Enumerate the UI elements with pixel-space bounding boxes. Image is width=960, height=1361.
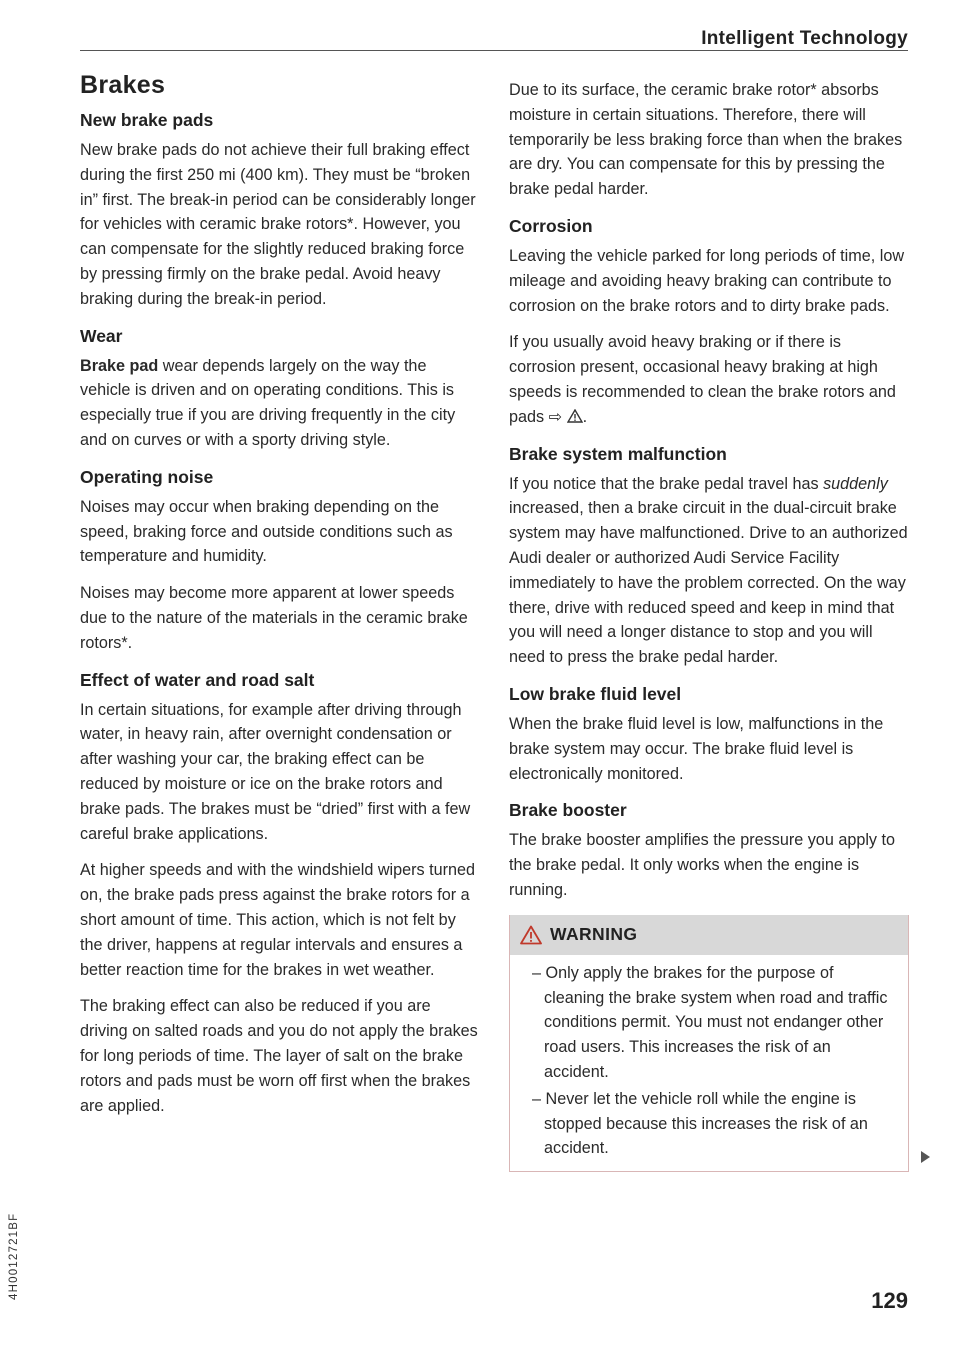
paragraph-malfunction-italic: suddenly [823, 474, 888, 493]
page-number: 129 [871, 1288, 908, 1313]
paragraph-brake-fluid: When the brake fluid level is low, malfunctions in the brake system may occur. The brake fluid level is electronically monitored. [509, 714, 884, 783]
bold-term-brake-pad: Brake pad [80, 356, 159, 375]
heading-wear: Wear [80, 325, 123, 346]
paragraph-ceramic: Due to its surface, the ceramic brake rotor* absorbs moisture in certain situations. Therefore, there will temporarily be less braking force than when the brakes are dry. You can compensate for this by pressing the brake pedal harder. [509, 81, 903, 199]
warning-body [510, 955, 908, 1171]
paragraph-corrosion-1: Leaving the vehicle parked for long periods of time, low mileage and avoiding heavy braking can contribute to corrosion on the brake rotors and to dirty brake pads. [509, 246, 905, 315]
left-column [80, 70, 480, 1130]
paragraph-wear [80, 354, 480, 453]
heading-new-brake-pads: New brake pads [80, 110, 214, 130]
heading-water-salt: Effect of water and road salt [80, 669, 315, 690]
paragraph-malfunction-b: increased, then a brake circuit in the dual-circuit brake system may have malfunctioned. Drive to an authorized Audi dealer or authorized Audi Service Facility immediately to have the problem corrected. On the way there, drive with reduced speed and keep in mind that you will need a longer distance to stop and you will need to press the brake pedal harder. [509, 499, 908, 667]
page-title: Brakes [80, 71, 166, 99]
paragraph-corrosion-2: If you usually avoid heavy braking or if there is corrosion present, occasional heavy braking at high speeds is recommended to clean the brake rotors and pads ⇨ . [509, 333, 896, 426]
section-title: Intelligent Technology [701, 28, 908, 49]
paragraph-new-brake-pads: New brake pads do not achieve their full braking effect during the first 250 mi (400 km). They must be “broken in” first. The break-in period can be considerably longer for vehicles with ceramic brake rotors*. However, you can compensate for the slightly reduced braking force by pressing firmly on the brake pedal. Avoid heavy braking during the break-in period. [80, 141, 476, 308]
heading-brake-fluid: Low brake fluid level [509, 683, 682, 704]
document-code: 4H0012721BF [8, 1212, 20, 1300]
warning-item: – Never let the vehicle roll while the engine is stopped because this increases the risk of an accident. [520, 1087, 898, 1161]
paragraph-noise-1: Noises may occur when braking depending on the speed, braking force and outside conditions such as temperature and humidity. [80, 497, 453, 566]
warning-header [510, 915, 908, 955]
paragraph-brake-booster: The brake booster amplifies the pressure you apply to the brake pedal. It only works when the engine is running. [509, 831, 896, 899]
header-rule [80, 50, 908, 51]
paragraph-malfunction-a: If you notice that the brake pedal travel has [509, 474, 824, 493]
paragraph-noise-2: Noises may become more apparent at lower speeds due to the nature of the materials in the ceramic brake rotors*. [80, 584, 468, 652]
paragraph-wear-text: wear depends largely on the way the vehicle is driven and on operating conditions. This is especially true if you are driving frequently in the city and on curves or with a sporty driving style. [80, 356, 456, 449]
continue-arrow-icon [921, 1151, 930, 1163]
warning-label: WARNING [550, 924, 638, 945]
paragraph-water-2: At higher speeds and with the windshield wipers turned on, the brake pads press against the brake rotors for a short amount of time. This action, which is not felt by the driver, happens at regular intervals and ensures a better reaction time for the brakes in wet weather. [80, 861, 476, 979]
heading-brake-booster: Brake booster [509, 800, 627, 821]
warning-triangle-icon [520, 925, 542, 945]
paragraph-water-3: The braking effect can also be reduced if you are driving on salted roads and you do not apply the brakes for long periods of time. The layer of salt on the brake rotors and pads must be worn off first when the brakes are applied. [80, 997, 478, 1115]
paragraph-malfunction [509, 472, 909, 670]
warning-box [509, 915, 909, 1172]
heading-operating-noise: Operating noise [80, 466, 214, 487]
warning-item: – Only apply the brakes for the purpose of cleaning the brake system when road and traffic conditions permit. You must not endanger other road users. This increases the risk of an accident. [520, 961, 898, 1085]
heading-corrosion: Corrosion [509, 215, 593, 236]
warning-list [520, 961, 898, 1161]
paragraph-corrosion-2-text: If you usually avoid heavy braking or if there is corrosion present, occasional heavy braking at high speeds is recommended to clean the brake rotors and pads ⇨ [509, 333, 896, 426]
right-column [509, 78, 909, 1172]
warning-triangle-icon[interactable] [567, 409, 583, 423]
heading-brake-malfunction: Brake system malfunction [509, 443, 727, 464]
paragraph-water-1: In certain situations, for example after driving through water, in heavy rain, after overnight condensation or after washing your car, the braking effect can be reduced by moisture or ice on the brake rotors and brake pads. The brakes must be “dried” first with a few careful brake applications. [80, 700, 471, 843]
